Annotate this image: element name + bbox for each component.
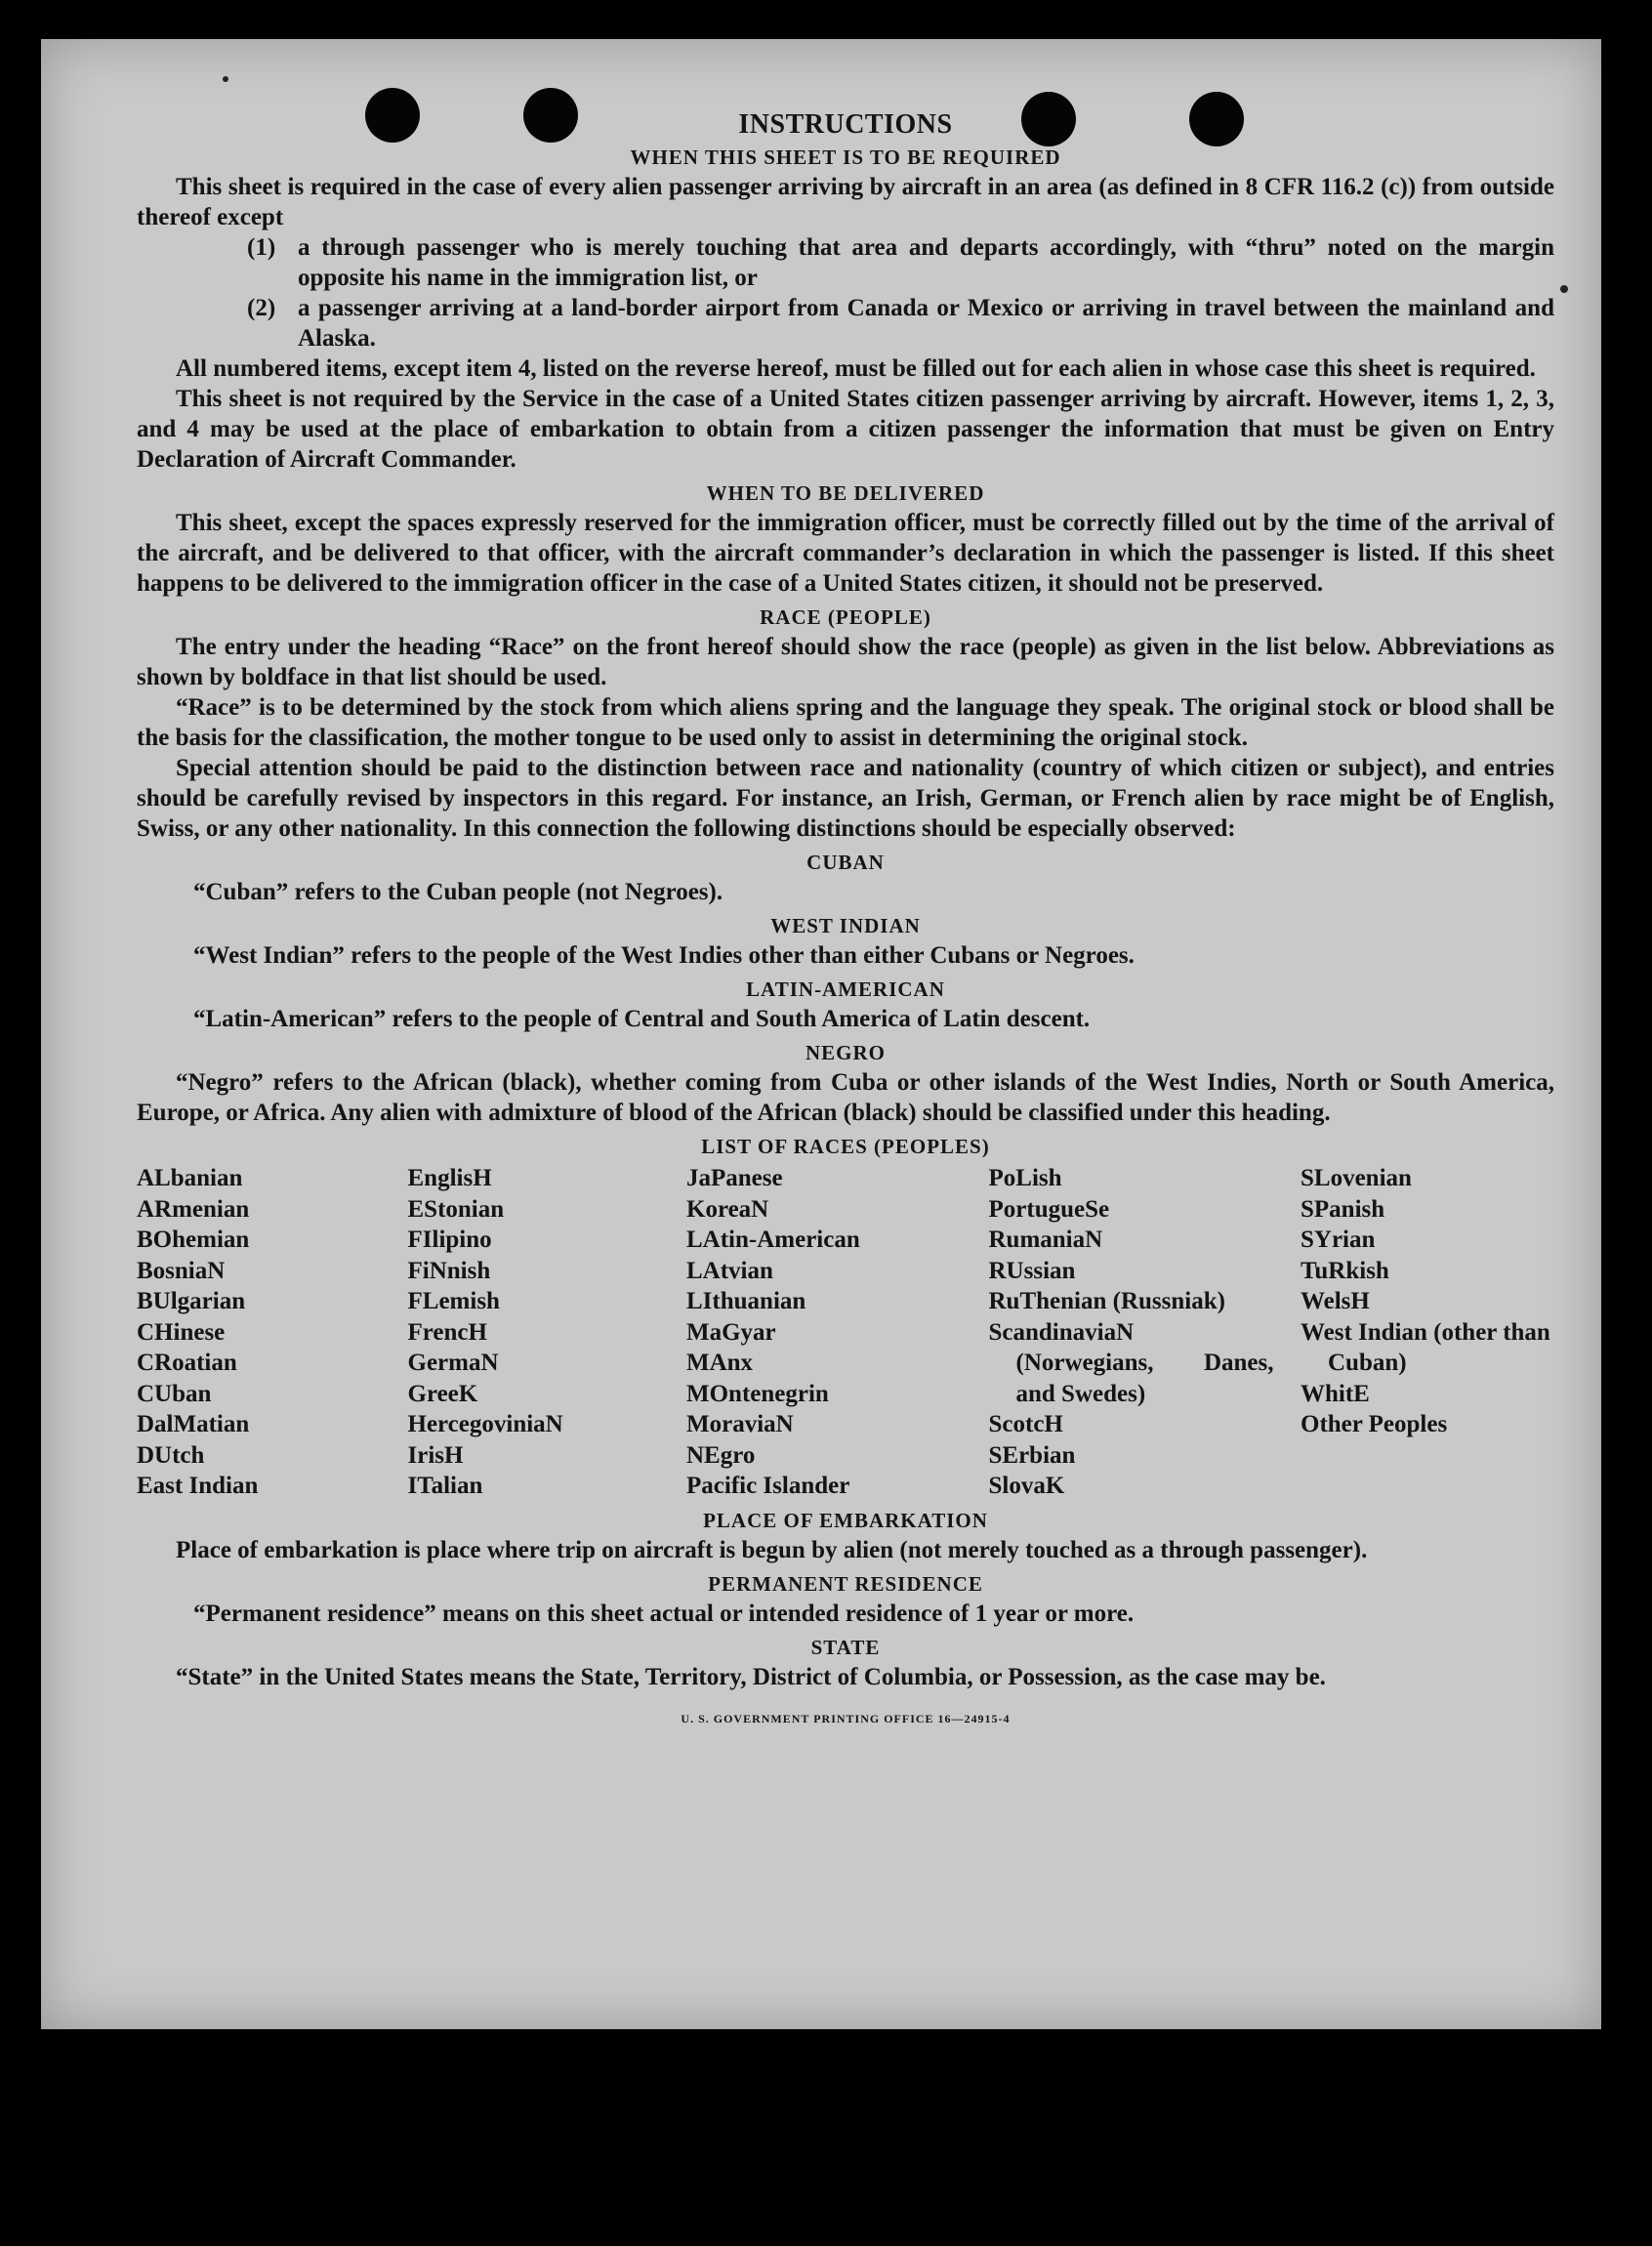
- race-item: ALbanian: [137, 1165, 243, 1191]
- document-sheet: [41, 39, 1601, 2029]
- section-heading: PLACE OF EMBARKATION: [703, 1508, 988, 1532]
- race-item: MAnx: [686, 1350, 754, 1376]
- race-column: [989, 1163, 1274, 1502]
- race-column: [1301, 1163, 1554, 1502]
- race-item: BOhemian: [137, 1227, 250, 1253]
- printer-imprint: U. S. GOVERNMENT PRINTING OFFICE 16—24915-4: [681, 1711, 1011, 1726]
- paragraph: “State” in the United States means the State, Territory, District of Columbia, or Possession, as the case may be.: [176, 1663, 1326, 1690]
- race-item: JaPanese: [686, 1165, 783, 1191]
- race-item: SlovaK: [988, 1473, 1065, 1499]
- paragraph: This sheet is required in the case of every alien passenger arriving by aircraft in an area (as defined in 8 CFR 116.2 (c)) from outside thereof except: [137, 174, 1554, 230]
- race-item: WhitE: [1301, 1380, 1370, 1407]
- race-item: RuThenian (Russniak): [988, 1288, 1225, 1314]
- paragraph: This sheet, except the spaces expressly reserved for the immigration officer, must be correctly filled out by the time of the arrival of the aircraft, and be delivered to that officer, with the aircraft commander’s declaration in which the passenger is listed. If this sheet happens to be delivered to the immigration officer in the case of a United States citizen, it should not be preserved.: [137, 510, 1554, 597]
- list-item: [137, 293, 1554, 354]
- list-number: (2): [247, 295, 276, 321]
- definition: “West Indian” refers to the people of the West Indies other than either Cubans or Negroes.: [193, 942, 1135, 969]
- race-item: FLemish: [407, 1288, 500, 1314]
- race-item: SErbian: [988, 1441, 1076, 1469]
- list-text: a passenger arriving at a land-border airport from Canada or Mexico or arriving in travel between the mainland and Alaska.: [298, 295, 1554, 352]
- race-item: BUlgarian: [137, 1288, 246, 1314]
- race-item: East Indian: [137, 1473, 259, 1499]
- race-item: MaGyar: [686, 1318, 776, 1346]
- race-item: RumaniaN: [988, 1227, 1103, 1253]
- instructions-text: [137, 107, 1554, 1734]
- race-item: EStonian: [407, 1195, 505, 1223]
- race-item: NEgro: [686, 1441, 756, 1469]
- race-item: FrencH: [407, 1318, 487, 1346]
- race-item: SPanish: [1301, 1195, 1385, 1223]
- list-number: (1): [247, 234, 276, 261]
- race-item: GermaN: [407, 1350, 499, 1376]
- race-item: SLovenian: [1301, 1165, 1412, 1191]
- race-item: MoraviaN: [686, 1411, 794, 1437]
- race-item: LAtvian: [686, 1257, 773, 1284]
- section-heading: RACE (PEOPLE): [760, 605, 931, 629]
- race-item: ScotcH: [988, 1411, 1063, 1437]
- section-heading: PERMANENT RESIDENCE: [708, 1571, 983, 1596]
- race-item: KoreaN: [686, 1195, 769, 1223]
- race-item: PoLish: [988, 1165, 1062, 1191]
- race-column: [408, 1163, 660, 1502]
- race-column: [137, 1163, 381, 1502]
- race-item: RUssian: [988, 1257, 1076, 1284]
- race-item: SYrian: [1301, 1227, 1376, 1253]
- paragraph: Place of embarkation is place where trip on aircraft is begun by alien (not merely touched as a through passenger).: [176, 1536, 1368, 1563]
- section-heading: LATIN-AMERICAN: [746, 977, 945, 1001]
- race-item: DalMatian: [137, 1411, 250, 1437]
- speck: [223, 76, 228, 82]
- race-item: WelsH: [1301, 1288, 1370, 1314]
- section-heading: STATE: [810, 1635, 881, 1659]
- race-item: ScandinaviaN (Norwegians, Danes, and Swedes): [988, 1318, 1274, 1407]
- paragraph: This sheet is not required by the Service in the case of a United States citizen passenger arriving by aircraft. However, items 1, 2, 3, and 4 may be used at the place of embarkation to obtain from a citizen passenger the information that must be given on Entry Declaration of Aircraft Commander.: [137, 386, 1554, 473]
- race-item: FiNnish: [407, 1257, 491, 1284]
- race-item: LIthuanian: [686, 1288, 806, 1314]
- race-list: [137, 1163, 1554, 1502]
- race-item: BosniaN: [137, 1257, 226, 1284]
- race-item: MOntenegrin: [686, 1380, 829, 1407]
- race-item: GreeK: [407, 1380, 478, 1407]
- section-heading: NEGRO: [805, 1041, 886, 1064]
- race-item: CHinese: [137, 1318, 226, 1346]
- paragraph: The entry under the heading “Race” on the front hereof should show the race (people) as given in the list below. Abbreviations as shown by boldface in that list should be used.: [137, 634, 1554, 690]
- race-item: Pacific Islander: [686, 1473, 850, 1499]
- section-heading: LIST OF RACES (PEOPLES): [701, 1135, 990, 1158]
- paragraph: Special attention should be paid to the distinction between race and nationality (country of which citizen or subject), and entries should be carefully revised by inspectors in this regard. For instance, an Irish, German, or French alien by race might be of English, Swiss, or any other nationality. In this connection the following distinctions should be especially observed:: [137, 755, 1554, 842]
- race-column: [686, 1163, 962, 1502]
- paragraph: “Negro” refers to the African (black), whether coming from Cuba or other islands of the West Indies, North or South America, Europe, or Africa. Any alien with admixture of blood of the African (black) should be classified under this heading.: [137, 1069, 1554, 1126]
- race-item: IrisH: [407, 1441, 464, 1469]
- paragraph: “Race” is to be determined by the stock from which aliens spring and the language they speak. The original stock or blood shall be the basis for the classification, the mother tongue to be used only to assist in determining the original stock.: [137, 694, 1554, 751]
- list-item: [137, 232, 1554, 293]
- race-item: CUban: [137, 1380, 212, 1407]
- section-heading: WEST INDIAN: [770, 914, 921, 937]
- definition: “Cuban” refers to the Cuban people (not Negroes).: [193, 879, 723, 905]
- section-heading: WHEN THIS SHEET IS TO BE REQUIRED: [630, 146, 1061, 169]
- race-item: ARmenian: [137, 1195, 250, 1223]
- list-text: a through passenger who is merely touching that area and departs accordingly, with “thru” noted on the margin opposite his name in the immigration list, or: [298, 234, 1554, 291]
- section-heading: WHEN TO BE DELIVERED: [706, 481, 985, 505]
- section-heading: CUBAN: [806, 851, 885, 874]
- race-item: CRoatian: [137, 1350, 237, 1376]
- paragraph: All numbered items, except item 4, listed on the reverse hereof, must be filled out for each alien in whose case this sheet is required.: [176, 355, 1536, 382]
- race-item: Other Peoples: [1301, 1411, 1448, 1437]
- race-item: PortugueSe: [988, 1195, 1110, 1223]
- definition: “Latin-American” refers to the people of Central and South America of Latin descent.: [193, 1006, 1091, 1032]
- race-item: TuRkish: [1301, 1257, 1389, 1284]
- race-item: EnglisH: [407, 1165, 492, 1191]
- race-item: ITalian: [407, 1473, 483, 1499]
- race-item: FIlipino: [407, 1227, 492, 1253]
- race-item: LAtin-American: [686, 1227, 860, 1253]
- speck: [1560, 285, 1568, 293]
- race-item: DUtch: [137, 1441, 205, 1469]
- page-title: INSTRUCTIONS: [738, 109, 953, 140]
- definition: “Permanent residence” means on this sheet actual or intended residence of 1 year or more.: [193, 1600, 1135, 1627]
- race-item: West Indian (other than Cuban): [1301, 1318, 1550, 1376]
- race-item: HercegoviniaN: [407, 1411, 563, 1437]
